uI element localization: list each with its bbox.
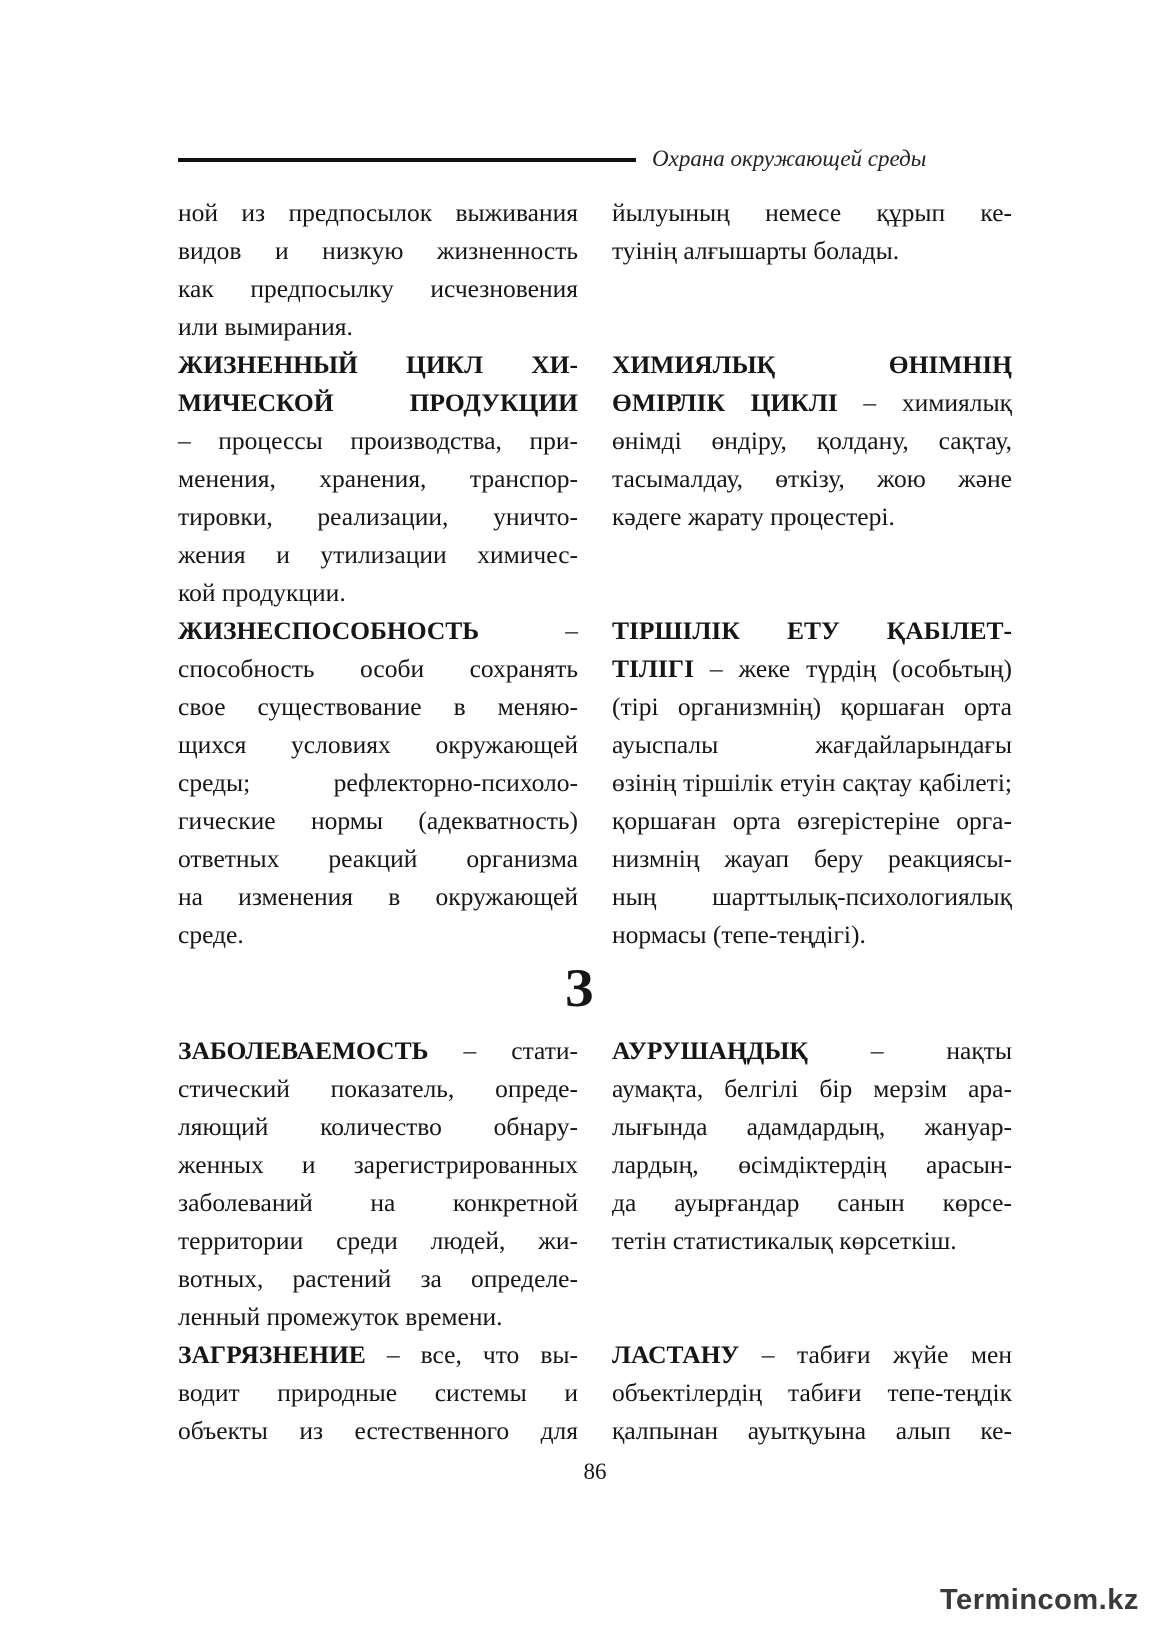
left-column-top bbox=[178, 194, 578, 954]
text-line: щихся условиях окружающей bbox=[178, 730, 578, 759]
text-line: как предпосылку исчезновения bbox=[178, 274, 578, 303]
entry-term: АУРУШАҢДЫҚ bbox=[612, 1036, 808, 1065]
text-line: заболеваний на конкретной bbox=[178, 1188, 578, 1217]
text-fragment: – нақты bbox=[807, 1036, 1012, 1065]
text-fragment: – bbox=[479, 616, 578, 645]
text-line: способность особи сохранять bbox=[178, 654, 578, 683]
text-line: женных и зарегистрированных bbox=[178, 1150, 578, 1179]
text-line: среде. bbox=[178, 920, 244, 949]
text-fragment: – жеке түрдің (особьтың) bbox=[694, 654, 1012, 683]
entry-term: ТІЛІГІ bbox=[612, 654, 695, 683]
text-line: йылуының немесе құрып ке- bbox=[612, 198, 1012, 227]
text-line: ответных реакций организма bbox=[178, 844, 578, 873]
text-line: объектілердің табиғи тепе-теңдік bbox=[612, 1378, 1012, 1407]
text-line: (тірі организмнің) қоршаған орта bbox=[612, 692, 1012, 721]
entry-pollution bbox=[178, 1336, 578, 1450]
text-line: лығында адамдардың, жануар- bbox=[612, 1112, 1012, 1141]
text-line: гические нормы (адекватность) bbox=[178, 806, 578, 835]
entry-viability-kz bbox=[612, 612, 1012, 954]
text-line: өзінің тіршілік етуін сақтау қабілеті; bbox=[612, 768, 1012, 797]
entry-term: ХИМИЯЛЫҚ ӨНІМНІҢ bbox=[612, 350, 1012, 379]
entry-life-cycle-chemical-products bbox=[178, 346, 578, 612]
entry-term: ЛАСТАНУ bbox=[612, 1340, 740, 1369]
text-line: на изменения в окружающей bbox=[178, 882, 578, 911]
entry-morbidity bbox=[178, 1032, 578, 1336]
text-line: жения и утилизации химичес- bbox=[178, 540, 578, 569]
text-line: нормасы (тепе-теңдігі). bbox=[612, 920, 866, 949]
text-fragment: – химиялық bbox=[837, 388, 1012, 417]
right-column-top bbox=[612, 194, 1012, 954]
text-fragment: – табиғи жүйе мен bbox=[739, 1340, 1012, 1369]
text-line: лардың, өсімдіктердің арасын- bbox=[612, 1150, 1012, 1179]
section-letter: З bbox=[564, 958, 594, 1018]
text-line: или вымирания. bbox=[178, 312, 353, 341]
text-line: менения, хранения, транспор- bbox=[178, 464, 578, 493]
text-line: ляющий количество обнару- bbox=[178, 1112, 578, 1141]
text-line: – процессы производства, при- bbox=[178, 426, 578, 455]
text-line: водит природные системы и bbox=[178, 1378, 578, 1407]
entry-viability bbox=[178, 612, 578, 954]
text-line: ның шарттылық-психологиялық bbox=[612, 882, 1012, 911]
text-line: видов и низкую жизненность bbox=[178, 236, 578, 265]
left-column-bottom bbox=[178, 1032, 578, 1450]
text-line: аумақта, белгілі бір мерзім ара- bbox=[612, 1074, 1012, 1103]
watermark-logo: Termincom.kz bbox=[940, 1584, 1139, 1616]
running-title: Охрана окружающей среды bbox=[652, 146, 927, 171]
entry-term: ЖИЗНЕСПОСОБНОСТЬ bbox=[178, 616, 480, 645]
header-rule bbox=[178, 158, 636, 162]
entry-chemical-product-life-cycle-kz bbox=[612, 346, 1012, 536]
text-line: ной из предпосылок выживания bbox=[178, 198, 578, 227]
entry-term: ЗАБОЛЕВАЕМОСТЬ bbox=[178, 1036, 429, 1065]
entry-pollution-kz bbox=[612, 1336, 1012, 1450]
entry-term: МИЧЕСКОЙ ПРОДУКЦИИ bbox=[178, 388, 578, 417]
entry-morbidity-kz bbox=[612, 1032, 1012, 1260]
text-line: тетін статистикалық көрсеткіш. bbox=[612, 1226, 957, 1255]
text-line: территории среди людей, жи- bbox=[178, 1226, 578, 1255]
text-line: туінің алғышарты болады. bbox=[612, 236, 900, 265]
text-line: тасымалдау, өткізу, жою және bbox=[612, 464, 1012, 493]
entry-term: ЗАГРЯЗНЕНИЕ bbox=[178, 1340, 366, 1369]
text-line: қалпынан ауытқуына алып ке- bbox=[612, 1416, 1012, 1445]
text-line: стический показатель, опреде- bbox=[178, 1074, 578, 1103]
text-line: объекты из естественного для bbox=[178, 1416, 578, 1445]
text-fragment: – стати- bbox=[428, 1036, 578, 1065]
text-line: өнімді өндіру, қолдану, сақтау, bbox=[612, 426, 1012, 455]
text-line: тировки, реализации, уничто- bbox=[178, 502, 578, 531]
text-line: низмнің жауап беру реакциясы- bbox=[612, 844, 1012, 873]
text-line: свое существование в меняю- bbox=[178, 692, 578, 721]
entry-term: ЖИЗНЕННЫЙ ЦИКЛ ХИ- bbox=[178, 350, 578, 379]
text-fragment: – все, что вы- bbox=[365, 1340, 578, 1369]
text-line: вотных, растений за определе- bbox=[178, 1264, 578, 1293]
text-line: ленный промежуток времени. bbox=[178, 1302, 503, 1331]
text-line: среды; рефлекторно-психоло- bbox=[178, 768, 578, 797]
text-line: кәдеге жарату процестері. bbox=[612, 502, 895, 531]
entry-term: ТІРШІЛІК ЕТУ ҚАБІЛЕТ- bbox=[612, 616, 1012, 645]
entry-term: ӨМІРЛІК ЦИКЛІ bbox=[612, 388, 838, 417]
text-line: ауыспалы жағдайларындағы bbox=[612, 730, 1012, 759]
text-line: да ауырғандар санын көрсе- bbox=[612, 1188, 1012, 1217]
entry-continuation bbox=[178, 194, 578, 346]
right-column-bottom bbox=[612, 1032, 1012, 1450]
text-line: қоршаған орта өзгерістеріне орга- bbox=[612, 806, 1012, 835]
entry-continuation-kz bbox=[612, 194, 1012, 270]
page-number: 86 bbox=[583, 1459, 607, 1484]
text-line: кой продукции. bbox=[178, 578, 346, 607]
